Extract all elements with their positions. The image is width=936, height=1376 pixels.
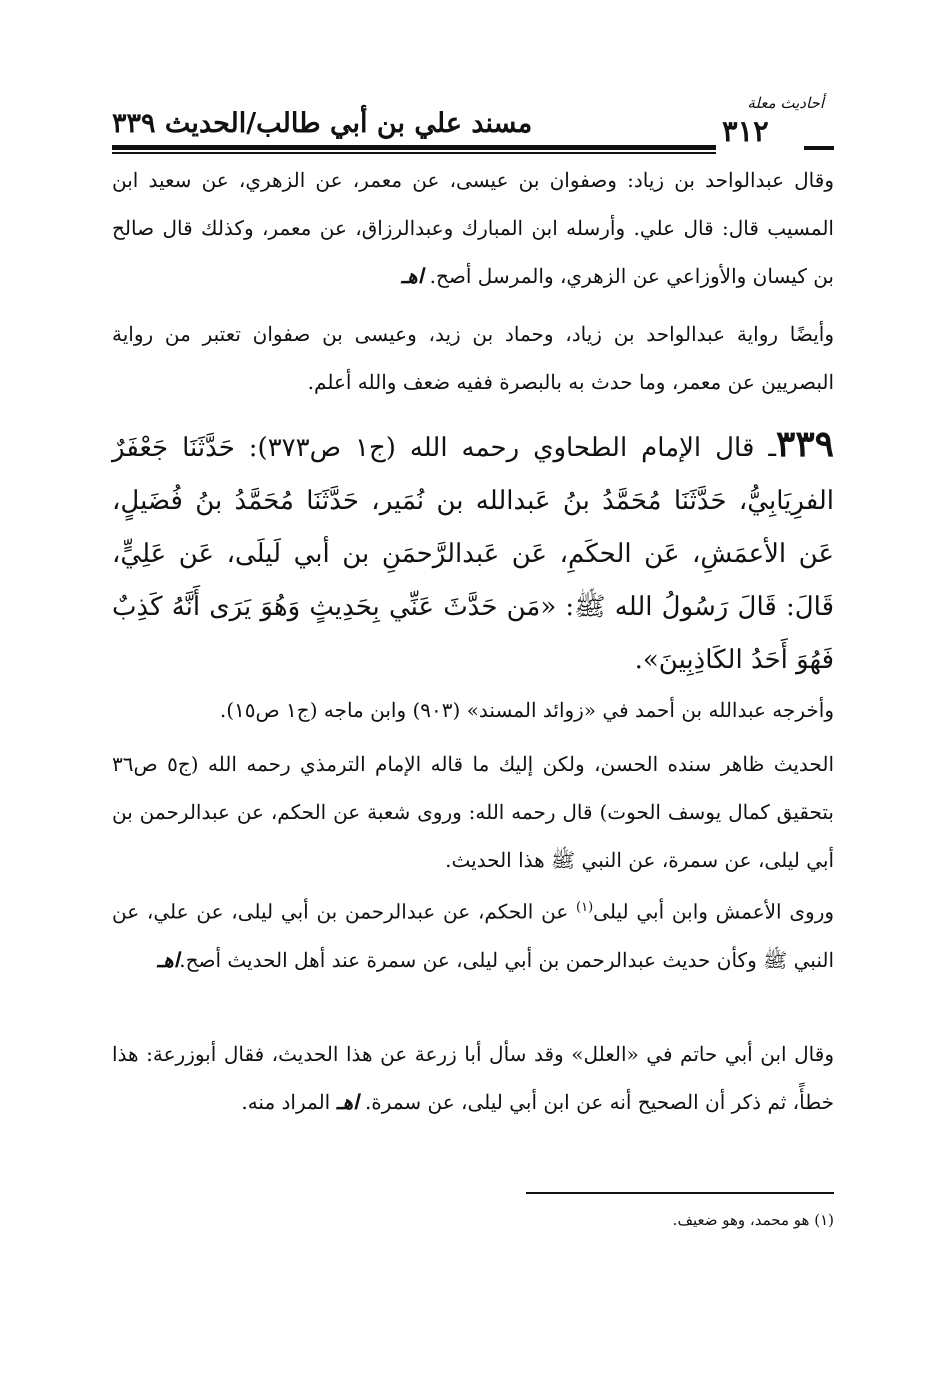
- paragraph-text: وأخرجه عبدالله بن أحمد في «زوائد المسند» (٩٠٣) وابن ماجه (ج١ ص١٥).: [219, 698, 834, 722]
- paragraph-text: الحديث ظاهر سنده الحسن، ولكن إليك ما قاله الإمام الترمذي رحمه الله (ج٥ ص٣٦ بتحقيق كمال يوسف الحوت) قال رحمه الله: وروى شعبة عن الحكم، عن عبدالرحمن بن أبي ليلى، عن سمرة، عن النبي ﷺ هذا الحديث.: [112, 752, 834, 872]
- abbr-ah: اهـ: [401, 264, 424, 288]
- page-number: ٣١٢: [722, 114, 769, 148]
- paragraph-zuhri-chain: [112, 156, 834, 300]
- hadith-text: قال الإمام الطحاوي رحمه الله (ج١ ص٣٧٣): حَدَّثَنَا جَعْفَرٌ الفرِيَابِيُّ، حَدَّثَنَا مُحَمَّدُ بنُ عَبدالله بن نُمَير، حَدَّثَنَا مُحَمَّدُ بنُ فُضَيلٍ، عَن الأعمَشِ، عَن الحكَمِ، عَن عَبدالرَّحمَنِ بن أبي لَيلَى، عَن عَلِيٍّ، قَالَ: قَالَ رَسُولُ الله ﷺ: «مَن حَدَّثَ عَنِّي بِحَدِيثٍ وَهُوَ يَرَى أَنَّهُ كَذِبٌ فَهُوَ أَحَدُ الكَاذِبِينَ».: [112, 433, 834, 675]
- footnote-marker: (١): [576, 900, 594, 915]
- footnote-rule: [526, 1192, 834, 1194]
- hadith-number: ٣٣٩: [775, 423, 834, 465]
- paragraph-tirmidhi: [112, 740, 834, 884]
- paragraph-text: وقال عبدالواحد بن زياد: وصفوان بن عيسى، عن معمر، عن الزهري، عن سعيد ابن المسيب قال: قال علي. وأرسله ابن المبارك وعبدالرزاق، عن معمر، وكذلك قال صالح بن كيسان والأوزاعي عن الزهري، والمرسل أصح.: [112, 168, 834, 288]
- abbr-ah: اهـ: [157, 947, 180, 972]
- running-header-title: مسند علي بن أبي طالب/الحديث ٣٣٩: [112, 108, 533, 139]
- paragraph-text: وقال ابن أبي حاتم في «العلل» وقد سأل أبا زرعة عن هذا الحديث، فقال أبوزرعة: هذا خطأً، ثم ذكر أن الصحيح أنه عن ابن أبي ليلى، عن سمرة.: [112, 1042, 834, 1114]
- footnote: [112, 1208, 834, 1232]
- running-header-tag: أحاديث معلة: [747, 94, 824, 112]
- paragraph-tail: المراد منه.: [241, 1090, 331, 1114]
- paragraph-ilal: [112, 1030, 834, 1126]
- footnote-text: هو محمد، وهو ضعيف.: [672, 1211, 810, 1229]
- paragraph-takhrij: [112, 686, 834, 734]
- paragraph-amash: [112, 884, 834, 984]
- hadith-dash: ـ: [768, 433, 776, 463]
- paragraph-text-cont: عن الحكم، عن عبدالرحمن بن أبي ليلى، عن علي، عن النبي ﷺ وكأن حديث عبدالرحمن بن أبي ليلى، عن سمرة عند أهل الحديث أصح.: [112, 899, 834, 972]
- header-rule: [112, 145, 716, 150]
- paragraph-text: وأيضًا رواية عبدالواحد بن زياد، وحماد بن زيد، وعيسى بن صفوان تعتبر من رواية البصريين عن معمر، وما حدث به بالبصرة ففيه ضعف والله أعلم.: [112, 322, 834, 394]
- paragraph-text: وروى الأعمش وابن أبي ليلى: [593, 899, 835, 924]
- hadith-entry: [112, 418, 834, 687]
- abbr-ah: اهـ: [336, 1090, 359, 1114]
- footnote-number: (١): [814, 1211, 834, 1229]
- header-rule-thin: [112, 152, 716, 154]
- paragraph-basrah: [112, 310, 834, 406]
- header-rule-right: [804, 146, 834, 150]
